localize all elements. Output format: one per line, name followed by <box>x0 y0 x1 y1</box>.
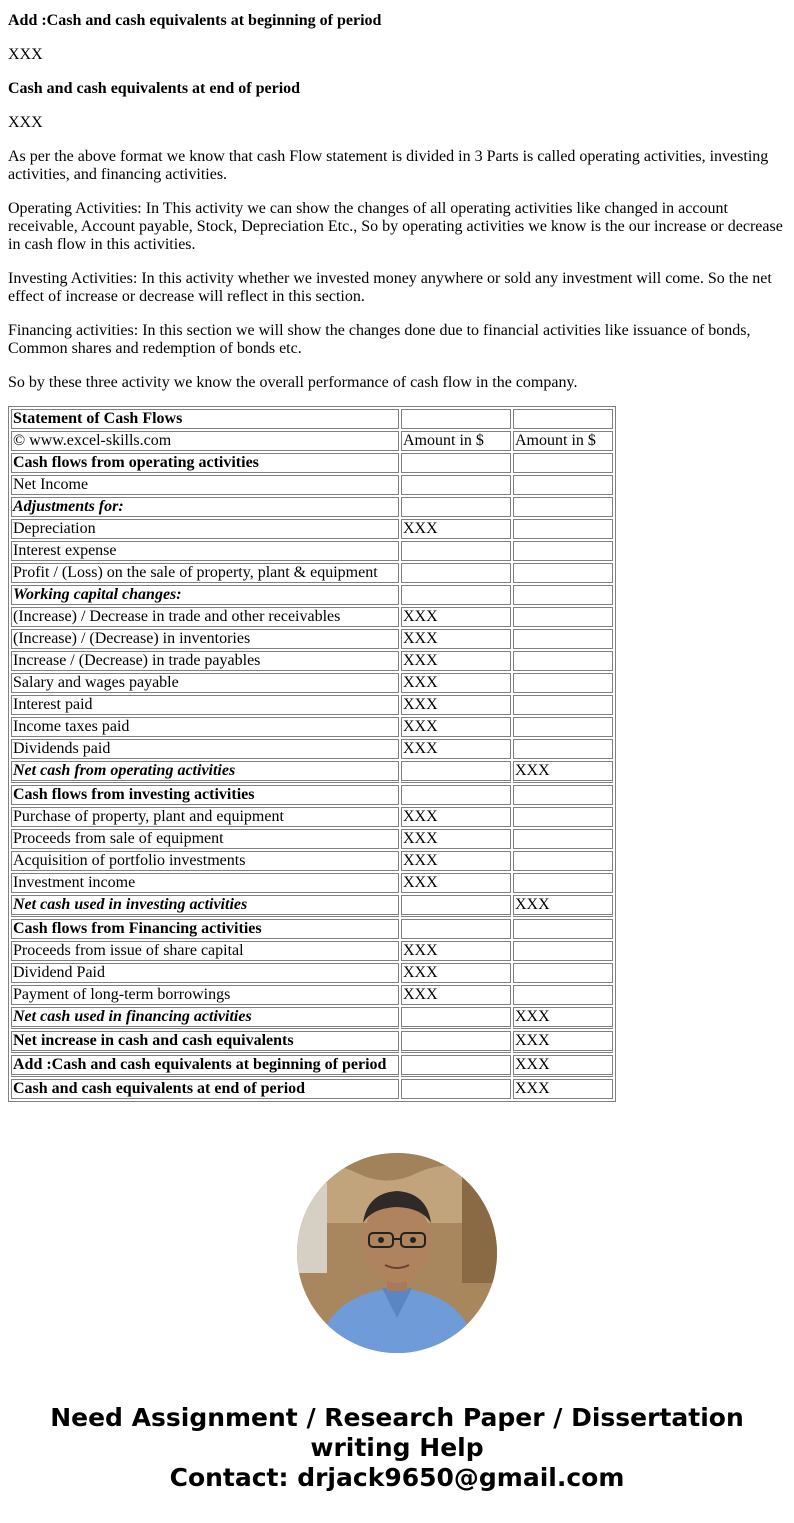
row-amount-2 <box>513 985 613 1005</box>
row-amount-2: Amount in $ <box>513 431 613 451</box>
row-amount-1 <box>401 541 511 561</box>
row-amount-2 <box>513 475 613 495</box>
row-label: Depreciation <box>11 519 399 539</box>
table-row <box>11 761 613 783</box>
row-amount-1: XXX <box>401 717 511 737</box>
row-amount-1 <box>401 1079 511 1099</box>
row-amount-1: XXX <box>401 651 511 671</box>
row-amount-1: XXX <box>401 963 511 983</box>
table-row <box>11 717 613 737</box>
row-amount-1: XXX <box>401 607 511 627</box>
table-row <box>11 919 613 939</box>
row-amount-2 <box>513 629 613 649</box>
table-row <box>11 851 613 871</box>
row-amount-1: XXX <box>401 807 511 827</box>
row-label: Cash flows from operating activities <box>11 453 399 473</box>
row-label: Profit / (Loss) on the sale of property, plant & equipment <box>11 563 399 583</box>
cta-line-2: writing Help <box>310 1433 484 1462</box>
row-amount-1: XXX <box>401 673 511 693</box>
table-row <box>11 585 613 605</box>
row-amount-1: XXX <box>401 829 511 849</box>
table-row <box>11 895 613 917</box>
table-row <box>11 963 613 983</box>
row-amount-2 <box>513 673 613 693</box>
row-label: Cash and cash equivalents at end of period <box>11 1079 399 1099</box>
row-amount-1: XXX <box>401 851 511 871</box>
row-amount-1 <box>401 785 511 805</box>
row-amount-2 <box>513 695 613 715</box>
table-row <box>11 829 613 849</box>
row-amount-1: XXX <box>401 629 511 649</box>
table-row <box>11 1079 613 1099</box>
row-label: Cash flows from investing activities <box>11 785 399 805</box>
row-amount-2 <box>513 919 613 939</box>
author-avatar <box>297 1153 497 1353</box>
row-amount-2 <box>513 963 613 983</box>
cta-line-1: Need Assignment / Research Paper / Dissertation <box>50 1403 744 1432</box>
row-amount-1: XXX <box>401 519 511 539</box>
row-amount-2 <box>513 717 613 737</box>
intro-paragraph: As per the above format we know that cash Flow statement is divided in 3 Parts is called operating activities, investing activities, and financing activities. <box>8 148 769 183</box>
summary-end-label: Cash and cash equivalents at end of period <box>8 80 301 97</box>
row-amount-2 <box>513 541 613 561</box>
table-row <box>11 475 613 495</box>
financing-paragraph: Financing activities: In this section we will show the changes done due to financial activities like issuance of bonds, Common shares and redemption of bonds etc. <box>8 322 751 357</box>
row-amount-2: XXX <box>513 1031 613 1053</box>
summary-begin-label: Add :Cash and cash equivalents at beginning of period <box>8 12 382 29</box>
row-amount-2 <box>513 785 613 805</box>
row-label: Acquisition of portfolio investments <box>11 851 399 871</box>
author-photo-icon <box>297 1153 497 1353</box>
row-label: (Increase) / (Decrease) in inventories <box>11 629 399 649</box>
conclusion-paragraph: So by these three activity we know the overall performance of cash flow in the company. <box>8 374 578 391</box>
row-amount-1: XXX <box>401 695 511 715</box>
row-label: Statement of Cash Flows <box>11 409 399 429</box>
row-amount-1 <box>401 585 511 605</box>
summary-end-value: XXX <box>8 114 43 131</box>
row-amount-1: XXX <box>401 873 511 893</box>
table-row <box>11 673 613 693</box>
row-amount-1 <box>401 453 511 473</box>
row-amount-2: XXX <box>513 1079 613 1099</box>
row-label: Net cash from operating activities <box>11 761 399 783</box>
row-label: Income taxes paid <box>11 717 399 737</box>
table-row <box>11 1055 613 1077</box>
row-amount-1: XXX <box>401 985 511 1005</box>
table-row <box>11 651 613 671</box>
row-amount-2 <box>513 453 613 473</box>
row-amount-2: XXX <box>513 1055 613 1077</box>
table-row <box>11 1007 613 1029</box>
row-amount-1 <box>401 761 511 783</box>
contact-banner <box>0 1403 794 1493</box>
row-label: © www.excel-skills.com <box>11 431 399 451</box>
row-amount-1: Amount in $ <box>401 431 511 451</box>
row-label: Net Income <box>11 475 399 495</box>
table-row <box>11 629 613 649</box>
row-label: Working capital changes: <box>11 585 399 605</box>
table-row <box>11 453 613 473</box>
row-amount-2 <box>513 519 613 539</box>
row-amount-1: XXX <box>401 941 511 961</box>
row-amount-2 <box>513 607 613 627</box>
row-amount-2: XXX <box>513 761 613 783</box>
row-amount-1 <box>401 895 511 917</box>
row-amount-2 <box>513 585 613 605</box>
row-label: Adjustments for: <box>11 497 399 517</box>
row-amount-2 <box>513 829 613 849</box>
row-amount-1 <box>401 1007 511 1029</box>
row-amount-1 <box>401 1055 511 1077</box>
table-row <box>11 431 613 451</box>
row-label: Interest paid <box>11 695 399 715</box>
row-label: Purchase of property, plant and equipment <box>11 807 399 827</box>
row-amount-1 <box>401 409 511 429</box>
row-label: Proceeds from issue of share capital <box>11 941 399 961</box>
row-label: Payment of long-term borrowings <box>11 985 399 1005</box>
table-row <box>11 985 613 1005</box>
cash-flow-table-body <box>11 409 613 1099</box>
table-row <box>11 519 613 539</box>
table-row <box>11 739 613 759</box>
row-amount-2 <box>513 651 613 671</box>
row-amount-2: XXX <box>513 1007 613 1029</box>
row-label: Dividends paid <box>11 739 399 759</box>
table-row <box>11 1031 613 1053</box>
row-amount-1 <box>401 563 511 583</box>
row-label: Add :Cash and cash equivalents at beginning of period <box>11 1055 399 1077</box>
table-row <box>11 873 613 893</box>
row-amount-2 <box>513 409 613 429</box>
row-amount-1 <box>401 475 511 495</box>
table-row <box>11 785 613 805</box>
row-amount-2 <box>513 563 613 583</box>
row-label: Cash flows from Financing activities <box>11 919 399 939</box>
table-row <box>11 807 613 827</box>
table-row <box>11 409 613 429</box>
investing-paragraph: Investing Activities: In this activity whether we invested money anywhere or sold any investment will come. So the net effect of increase or decrease will reflect in this section. <box>8 270 772 305</box>
row-amount-2 <box>513 941 613 961</box>
summary-begin-value: XXX <box>8 46 43 63</box>
table-row <box>11 695 613 715</box>
row-amount-1 <box>401 1031 511 1053</box>
table-row <box>11 563 613 583</box>
row-label: Investment income <box>11 873 399 893</box>
operating-paragraph: Operating Activities: In This activity we can show the changes of all operating activities like changed in account receivable, Account payable, Stock, Depreciation Etc., So by operating activities we know is the our increase or decrease in cash flow in this activities. <box>8 200 783 253</box>
row-label: Proceeds from sale of equipment <box>11 829 399 849</box>
row-amount-2 <box>513 851 613 871</box>
row-label: Salary and wages payable <box>11 673 399 693</box>
cta-line-3: Contact: drjack9650@gmail.com <box>169 1463 625 1492</box>
row-label: Dividend Paid <box>11 963 399 983</box>
row-amount-2 <box>513 497 613 517</box>
row-label: Net cash used in financing activities <box>11 1007 399 1029</box>
row-amount-1 <box>401 497 511 517</box>
row-label: Net cash used in investing activities <box>11 895 399 917</box>
row-amount-2 <box>513 873 613 893</box>
row-label: Interest expense <box>11 541 399 561</box>
article-content <box>8 12 786 1102</box>
table-row <box>11 497 613 517</box>
row-amount-1 <box>401 919 511 939</box>
table-row <box>11 541 613 561</box>
cash-flow-table <box>8 406 616 1102</box>
row-amount-2 <box>513 807 613 827</box>
row-label: Net increase in cash and cash equivalents <box>11 1031 399 1053</box>
row-label: Increase / (Decrease) in trade payables <box>11 651 399 671</box>
row-amount-1: XXX <box>401 739 511 759</box>
table-row <box>11 941 613 961</box>
table-row <box>11 607 613 627</box>
row-amount-2 <box>513 739 613 759</box>
row-amount-2: XXX <box>513 895 613 917</box>
row-label: (Increase) / Decrease in trade and other receivables <box>11 607 399 627</box>
